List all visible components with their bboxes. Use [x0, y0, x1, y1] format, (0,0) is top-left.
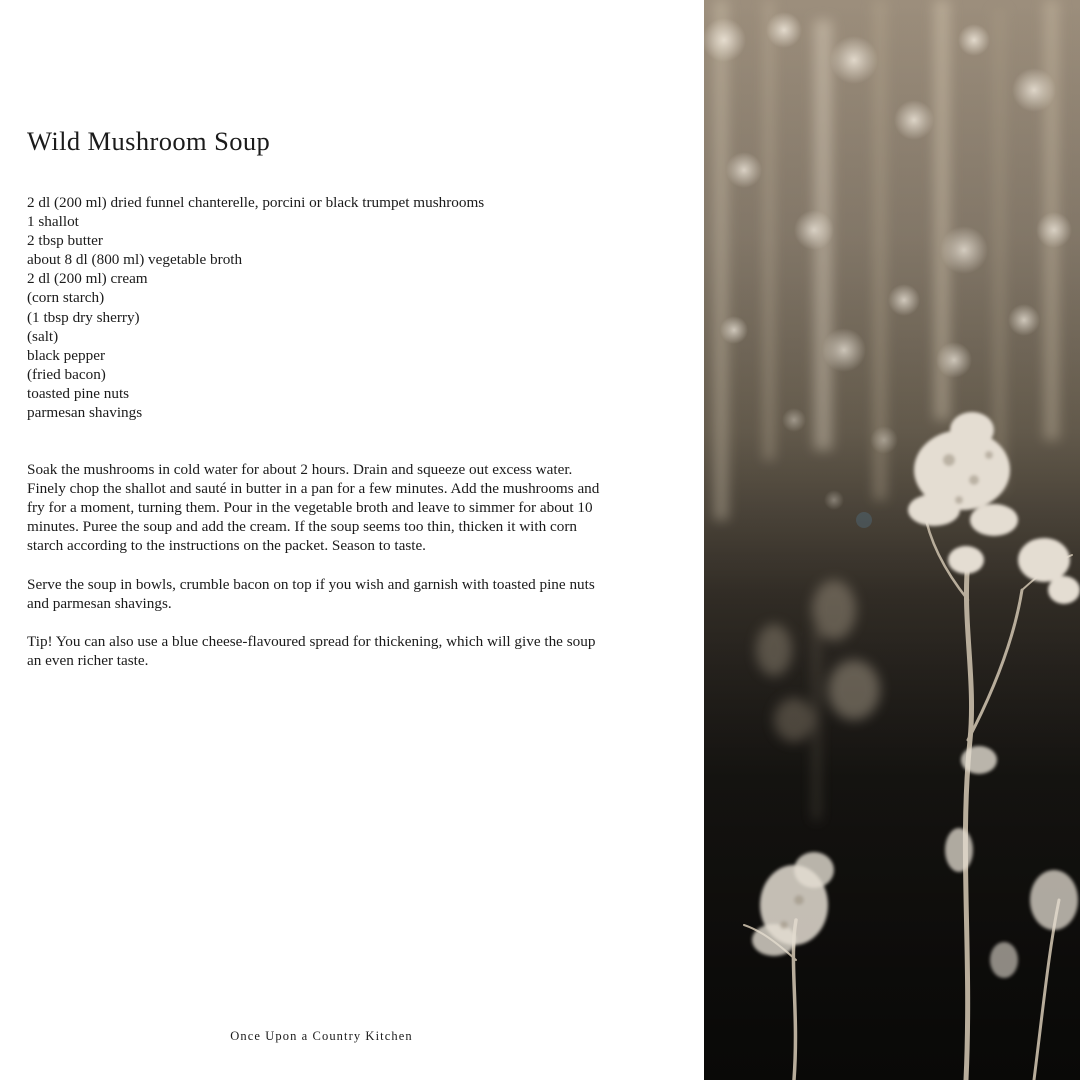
ingredient-item: about 8 dl (800 ml) vegetable broth: [27, 251, 243, 269]
ingredient-item: (corn starch): [27, 289, 105, 307]
ingredient-item: (salt): [27, 327, 59, 345]
photo-illustration: [704, 0, 1080, 1080]
serving-paragraph: Serve the soup in bowls, crumble bacon on top if you wish and garnish with toasted pine nuts and parmesan shavings.: [27, 575, 595, 612]
method-section: [27, 460, 602, 689]
ingredient-item: 1 shallot: [27, 213, 79, 231]
ingredient-item: parmesan shavings: [27, 404, 143, 422]
recipe-title: Wild Mushroom Soup: [27, 126, 271, 156]
page-footer: Once Upon a Country Kitchen: [230, 1029, 413, 1043]
method-paragraph: Soak the mushrooms in cold water for about 2 hours. Drain and squeeze out excess water. Finely chop the shallot and sauté in butter in a pan for a few minutes. Add the mushrooms and fry for a moment, turning them. Pour in the vegetable broth and leave to simmer for about 10 minutes. Puree the soup and add the cream. If the soup seems too thin, thicken it with corn starch according to the instructions on the packet. Season to taste.: [27, 461, 600, 555]
ingredient-item: (1 tbsp dry sherry): [27, 308, 140, 326]
ingredient-item: toasted pine nuts: [27, 384, 130, 402]
ingredient-item: 2 dl (200 ml) dried funnel chanterelle, porcini or black trumpet mushrooms: [27, 194, 485, 211]
ingredient-list: [27, 193, 484, 422]
tip-paragraph: Tip! You can also use a blue cheese-flavoured spread for thickening, which will give the soup an even richer taste.: [27, 632, 596, 669]
frosted-plant-photo: [704, 0, 1080, 1080]
ingredient-item: 2 tbsp butter: [27, 232, 103, 250]
ingredient-item: (fried bacon): [27, 365, 106, 383]
ingredient-item: 2 dl (200 ml) cream: [27, 270, 148, 288]
ingredient-item: black pepper: [27, 346, 106, 364]
